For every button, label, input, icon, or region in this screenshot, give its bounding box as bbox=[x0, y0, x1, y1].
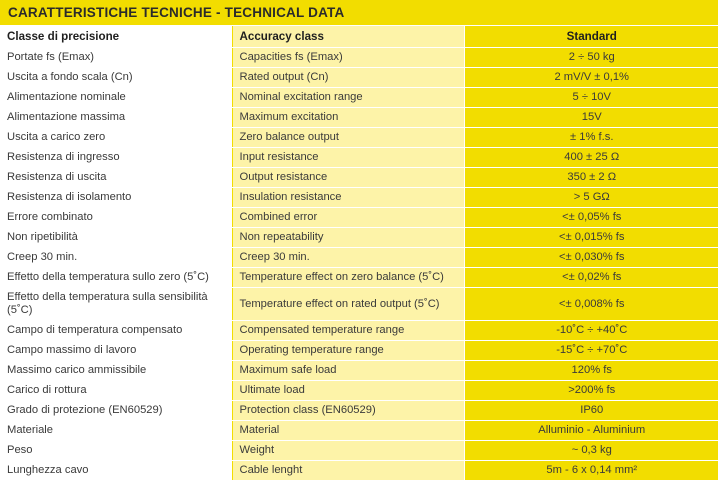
row-label-it: Carico di rottura bbox=[0, 381, 232, 401]
row-value: <± 0,015% fs bbox=[464, 228, 718, 248]
row-label-en: Input resistance bbox=[232, 148, 464, 168]
row-label-en: Protection class (EN60529) bbox=[232, 401, 464, 421]
row-label-en: Material bbox=[232, 421, 464, 441]
row-label-it: Resistenza di uscita bbox=[0, 168, 232, 188]
row-label-en: Rated output (Cn) bbox=[232, 68, 464, 88]
row-value: <± 0,02% fs bbox=[464, 268, 718, 288]
row-value: 350 ± 2 Ω bbox=[464, 168, 718, 188]
row-label-en: Maximum excitation bbox=[232, 108, 464, 128]
row-label-it: Materiale bbox=[0, 421, 232, 441]
row-label-it: Alimentazione nominale bbox=[0, 88, 232, 108]
row-label-it: Campo massimo di lavoro bbox=[0, 341, 232, 361]
row-label-it: Alimentazione massima bbox=[0, 108, 232, 128]
table-row bbox=[0, 401, 718, 421]
row-label-en: Ultimate load bbox=[232, 381, 464, 401]
row-value: >200% fs bbox=[464, 381, 718, 401]
row-value: ± 1% f.s. bbox=[464, 128, 718, 148]
table-header-row bbox=[0, 26, 718, 48]
technical-data-table bbox=[0, 26, 718, 480]
row-label-it: Uscita a fondo scala (Cn) bbox=[0, 68, 232, 88]
section-title-bar bbox=[0, 0, 718, 26]
row-label-en: Cable lenght bbox=[232, 461, 464, 480]
row-value: 2 mV/V ± 0,1% bbox=[464, 68, 718, 88]
table-row bbox=[0, 48, 718, 68]
table-row bbox=[0, 381, 718, 401]
table-row bbox=[0, 341, 718, 361]
row-label-it: Campo di temperatura compensato bbox=[0, 321, 232, 341]
table-row bbox=[0, 441, 718, 461]
row-label-it: Creep 30 min. bbox=[0, 248, 232, 268]
table-row bbox=[0, 228, 718, 248]
row-label-en: Creep 30 min. bbox=[232, 248, 464, 268]
row-label-en: Temperature effect on rated output (5˚C) bbox=[232, 288, 464, 321]
row-label-it: Massimo carico ammissibile bbox=[0, 361, 232, 381]
row-label-en: Output resistance bbox=[232, 168, 464, 188]
table-row bbox=[0, 128, 718, 148]
table-row bbox=[0, 168, 718, 188]
row-label-it: Errore combinato bbox=[0, 208, 232, 228]
row-label-en: Capacities fs (Emax) bbox=[232, 48, 464, 68]
row-value: > 5 GΩ bbox=[464, 188, 718, 208]
row-value: Alluminio - Aluminium bbox=[464, 421, 718, 441]
table-row bbox=[0, 88, 718, 108]
row-label-it: Portate fs (Emax) bbox=[0, 48, 232, 68]
table-row bbox=[0, 288, 718, 321]
row-value: 400 ± 25 Ω bbox=[464, 148, 718, 168]
row-label-it: Non ripetibilità bbox=[0, 228, 232, 248]
row-label-it: Lunghezza cavo bbox=[0, 461, 232, 480]
row-value: <± 0,008% fs bbox=[464, 288, 718, 321]
row-label-it: Peso bbox=[0, 441, 232, 461]
row-label-en: Non repeatability bbox=[232, 228, 464, 248]
row-value: 120% fs bbox=[464, 361, 718, 381]
table-row bbox=[0, 188, 718, 208]
table-row bbox=[0, 268, 718, 288]
row-label-en: Weight bbox=[232, 441, 464, 461]
row-value: -10˚C ÷ +40˚C bbox=[464, 321, 718, 341]
row-label-it: Uscita a carico zero bbox=[0, 128, 232, 148]
table-row bbox=[0, 148, 718, 168]
row-value: 15V bbox=[464, 108, 718, 128]
row-label-en: Operating temperature range bbox=[232, 341, 464, 361]
row-value: 5 ÷ 10V bbox=[464, 88, 718, 108]
table-row bbox=[0, 208, 718, 228]
row-value: -15˚C ÷ +70˚C bbox=[464, 341, 718, 361]
row-value: 5m - 6 x 0,14 mm² bbox=[464, 461, 718, 480]
column-header-italian: Classe di precisione bbox=[0, 26, 232, 48]
page-title: CARATTERISTICHE TECNICHE - TECHNICAL DATA bbox=[8, 5, 344, 20]
row-label-en: Maximum safe load bbox=[232, 361, 464, 381]
table-row bbox=[0, 321, 718, 341]
row-label-it: Effetto della temperatura sullo zero (5˚C) bbox=[0, 268, 232, 288]
row-label-it: Effetto della temperatura sulla sensibilità (5˚C) bbox=[0, 288, 232, 321]
row-label-en: Nominal excitation range bbox=[232, 88, 464, 108]
table-body bbox=[0, 26, 718, 480]
row-label-en: Combined error bbox=[232, 208, 464, 228]
column-header-standard: Standard bbox=[464, 26, 718, 48]
table-row bbox=[0, 108, 718, 128]
row-label-en: Zero balance output bbox=[232, 128, 464, 148]
row-value: 2 ÷ 50 kg bbox=[464, 48, 718, 68]
table-row bbox=[0, 68, 718, 88]
row-label-en: Insulation resistance bbox=[232, 188, 464, 208]
row-label-en: Temperature effect on zero balance (5˚C) bbox=[232, 268, 464, 288]
table-row bbox=[0, 361, 718, 381]
row-value: <± 0,05% fs bbox=[464, 208, 718, 228]
row-value: ~ 0,3 kg bbox=[464, 441, 718, 461]
row-value: <± 0,030% fs bbox=[464, 248, 718, 268]
row-label-it: Resistenza di isolamento bbox=[0, 188, 232, 208]
row-label-it: Resistenza di ingresso bbox=[0, 148, 232, 168]
row-label-en: Compensated temperature range bbox=[232, 321, 464, 341]
table-row bbox=[0, 461, 718, 480]
column-header-english: Accuracy class bbox=[232, 26, 464, 48]
row-value: IP60 bbox=[464, 401, 718, 421]
row-label-it: Grado di protezione (EN60529) bbox=[0, 401, 232, 421]
table-row bbox=[0, 248, 718, 268]
